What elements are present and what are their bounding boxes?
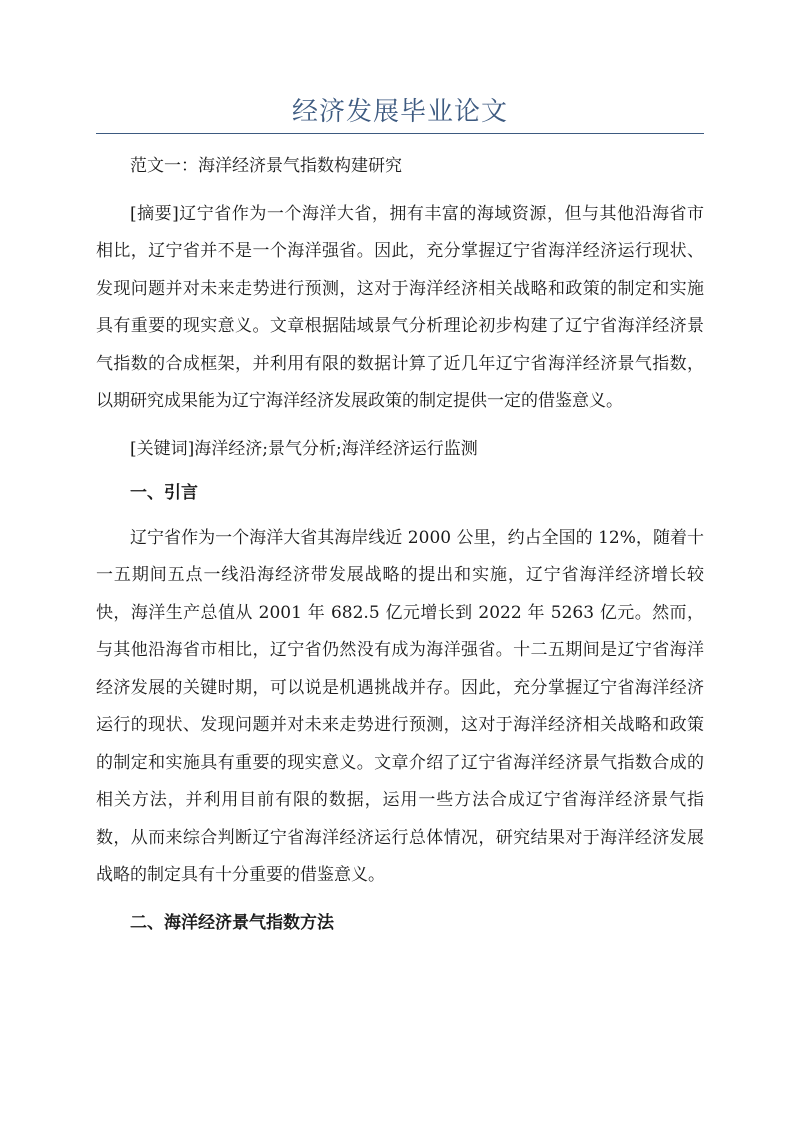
title-divider xyxy=(96,133,704,134)
document-title: 经济发展毕业论文 xyxy=(291,97,508,127)
section-heading-methods: 二、海洋经济景气指数方法 xyxy=(130,912,334,933)
document-body xyxy=(96,148,704,942)
keywords-paragraph: [关键词]海洋经济;景气分析;海洋经济运行监测 xyxy=(130,438,478,459)
section-heading-introduction: 一、引言 xyxy=(130,483,198,503)
subtitle: 范文一：海洋经济景气指数构建研究 xyxy=(130,156,402,176)
abstract-paragraph: [摘要]辽宁省作为一个海洋大省，拥有丰富的海域资源，但与其他沿海省市相比，辽宁省并不是一个海洋强省。因此，充分掌握辽宁省海洋经济运行现状、发现问题并对未来走势进行预测，这对于海洋经济相关战略和政策的制定和实施具有重要的现实意义。文章根据陆域景气分析理论初步构建了辽宁省海洋经济景气指数的合成框架，并利用有限的数据计算了近几年辽宁省海洋经济景气指数，以期研究成果能为辽宁海洋经济发展政策的制定提供一定的借鉴意义。 xyxy=(96,203,704,411)
introduction-paragraph: 辽宁省作为一个海洋大省其海岸线近 2000 公里，约占全国的 12%，随着十一五期间五点一线沿海经济带发展战略的提出和实施，辽宁省海洋经济增长较快，海洋生产总值从 2001 年 682.5 亿元增长到 2022 年 5263 亿元。然而，与其他沿海省市相比，辽宁省仍然没有成为海洋强省。十二五期间是辽宁省海洋经济发展的关键时期，可以说是机遇挑战并存。因此，充分掌握辽宁省海洋经济运行的现状、发现问题并对未来走势进行预测，这对于海洋经济相关战略和政策的制定和实施具有重要的现实意义。文章介绍了辽宁省海洋经济景气指数合成的相关方法，并利用目前有限的数据，运用一些方法合成辽宁省海洋经济景气指数，从而来综合判断辽宁省海洋经济运行总体情况，研究结果对于海洋经济发展战略的制定具有十分重要的借鉴意义。 xyxy=(96,527,704,885)
